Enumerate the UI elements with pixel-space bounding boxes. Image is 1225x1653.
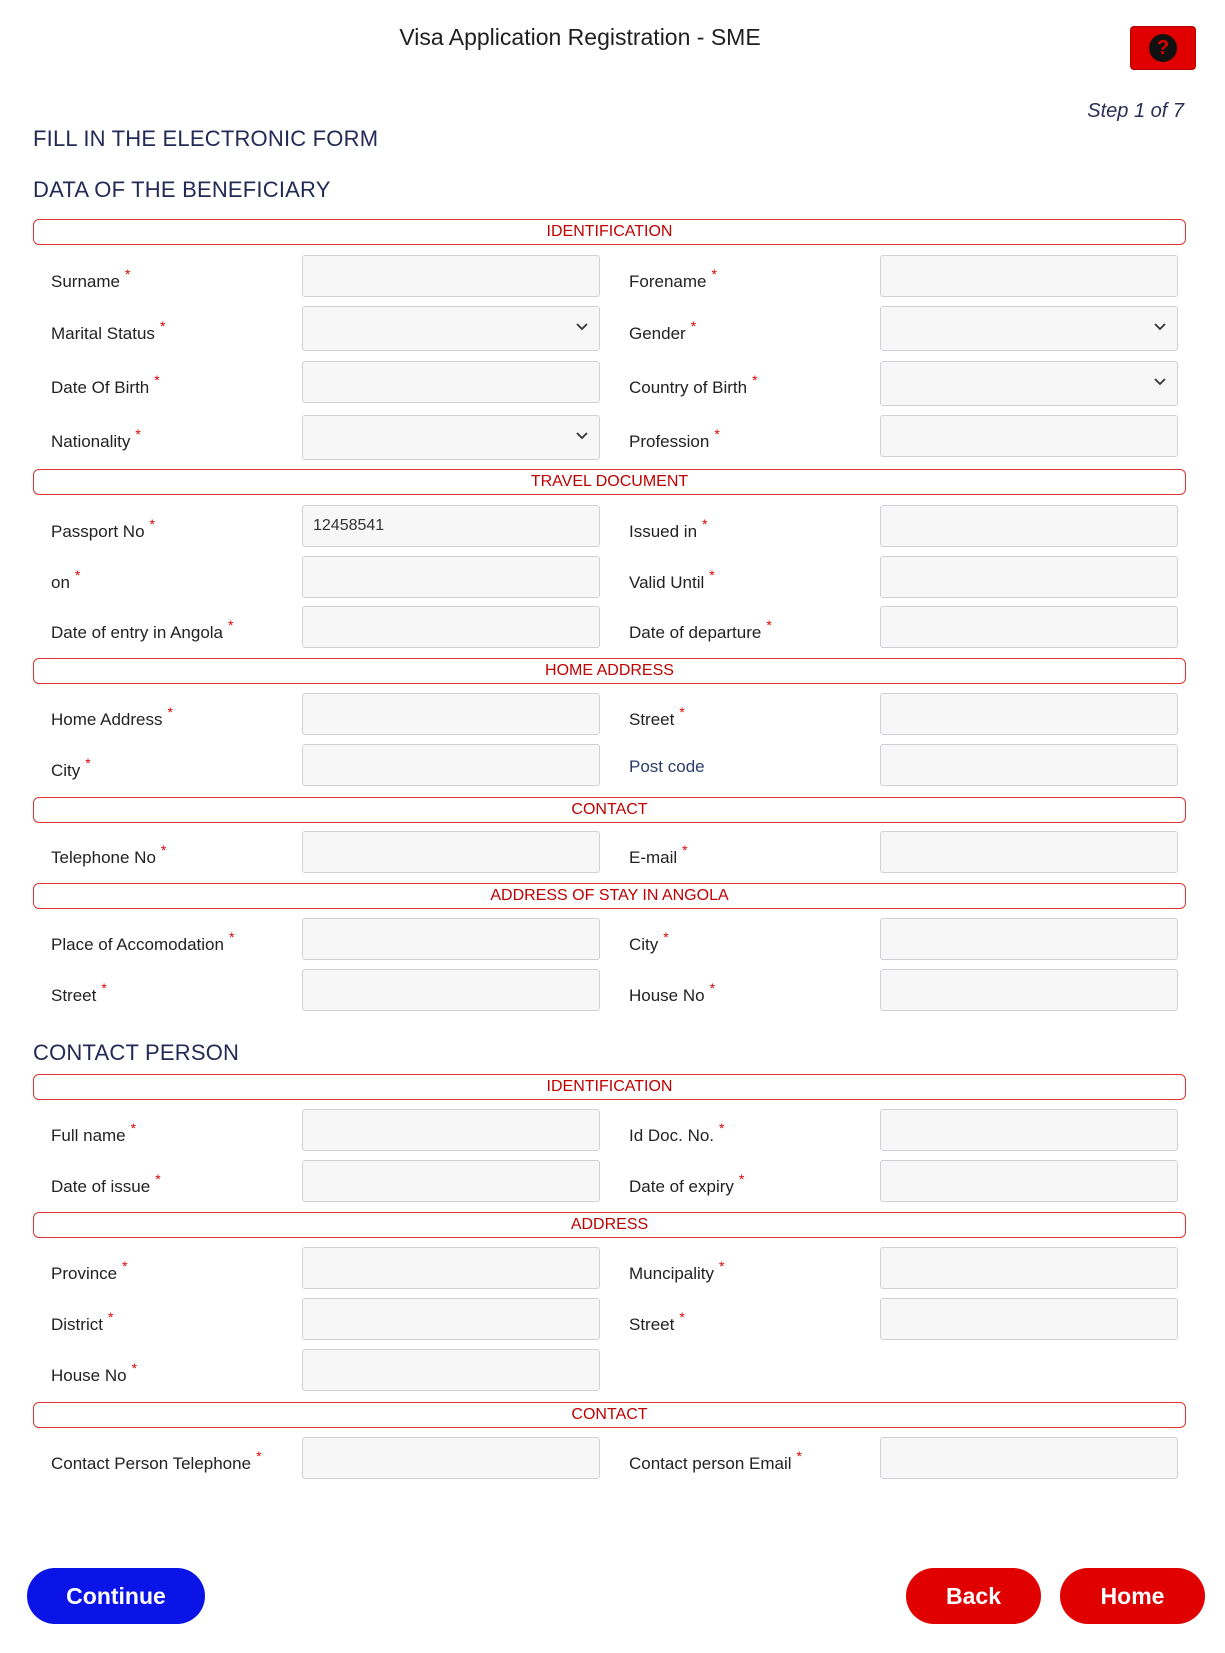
city-label: City * [51, 755, 91, 780]
help-button[interactable] [1130, 26, 1196, 70]
email-input[interactable] [880, 831, 1178, 873]
forename-label: Forename * [629, 266, 717, 291]
street-input[interactable] [880, 693, 1178, 735]
section-cp-contact: CONTACT [33, 1402, 1186, 1428]
date-of-expiry-input[interactable] [880, 1160, 1178, 1202]
chevron-down-icon [575, 319, 589, 333]
issued-on-label: on * [51, 567, 81, 592]
section-travel-document: TRAVEL DOCUMENT [33, 469, 1186, 495]
post-code-input[interactable] [880, 744, 1178, 786]
continue-button[interactable]: Continue [27, 1568, 205, 1624]
nationality-label: Nationality * [51, 426, 141, 451]
stay-house-no-input[interactable] [880, 969, 1178, 1011]
date-of-departure-input[interactable] [880, 606, 1178, 648]
issued-on-input[interactable] [302, 556, 600, 598]
section-home-address: HOME ADDRESS [33, 658, 1186, 684]
muncipality-input[interactable] [880, 1247, 1178, 1289]
chevron-down-icon [1153, 374, 1167, 388]
profession-input[interactable] [880, 415, 1178, 457]
cp-street-input[interactable] [880, 1298, 1178, 1340]
issued-in-label: Issued in * [629, 516, 708, 541]
forename-input[interactable] [880, 255, 1178, 297]
section-cp-address: ADDRESS [33, 1212, 1186, 1238]
district-input[interactable] [302, 1298, 600, 1340]
chevron-down-icon [575, 428, 589, 442]
cp-telephone-label: Contact Person Telephone * [51, 1448, 262, 1473]
contact-person-heading: CONTACT PERSON [33, 1040, 240, 1065]
id-doc-no-label: Id Doc. No. * [629, 1120, 725, 1145]
cp-street-label: Street * [629, 1309, 685, 1334]
marital-status-label: Marital Status * [51, 318, 166, 343]
country-of-birth-label: Country of Birth * [629, 372, 758, 397]
id-doc-no-input[interactable] [880, 1109, 1178, 1151]
surname-input[interactable] [302, 255, 600, 297]
home-address-input[interactable] [302, 693, 600, 735]
province-label: Province * [51, 1258, 128, 1283]
passport-no-label: Passport No * [51, 516, 155, 541]
place-of-accomodation-input[interactable] [302, 918, 600, 960]
date-of-issue-label: Date of issue * [51, 1171, 161, 1196]
cp-house-no-input[interactable] [302, 1349, 600, 1391]
date-of-birth-input[interactable] [302, 361, 600, 403]
home-button[interactable]: Home [1060, 1568, 1205, 1624]
marital-status-select[interactable] [302, 306, 600, 351]
beneficiary-heading: DATA OF THE BENEFICIARY [33, 177, 331, 202]
stay-city-input[interactable] [880, 918, 1178, 960]
question-circle-icon: ? [1149, 34, 1177, 62]
full-name-input[interactable] [302, 1109, 600, 1151]
full-name-label: Full name * [51, 1120, 137, 1145]
passport-no-input[interactable] [302, 505, 600, 547]
cp-house-no-label: House No * [51, 1360, 138, 1385]
profession-label: Profession * [629, 426, 720, 451]
stay-city-label: City * [629, 929, 669, 954]
date-of-birth-label: Date Of Birth * [51, 372, 160, 397]
place-of-accomodation-label: Place of Accomodation * [51, 929, 235, 954]
form-heading: FILL IN THE ELECTRONIC FORM [33, 126, 379, 151]
cp-email-input[interactable] [880, 1437, 1178, 1479]
section-contact: CONTACT [33, 797, 1186, 823]
step-indicator: Step 1 of 7 [1087, 100, 1184, 122]
date-of-departure-label: Date of departure * [629, 617, 772, 642]
valid-until-label: Valid Until * [629, 567, 715, 592]
gender-select[interactable] [880, 306, 1178, 351]
chevron-down-icon [1153, 319, 1167, 333]
date-of-entry-input[interactable] [302, 606, 600, 648]
date-of-expiry-label: Date of expiry * [629, 1171, 745, 1196]
muncipality-label: Muncipality * [629, 1258, 725, 1283]
city-input[interactable] [302, 744, 600, 786]
stay-house-no-label: House No * [629, 980, 716, 1005]
gender-label: Gender * [629, 318, 697, 343]
stay-street-label: Street * [51, 980, 107, 1005]
cp-telephone-input[interactable] [302, 1437, 600, 1479]
issued-in-input[interactable] [880, 505, 1178, 547]
page-title: Visa Application Registration - SME [399, 24, 761, 50]
surname-label: Surname * [51, 266, 131, 291]
section-cp-identification: IDENTIFICATION [33, 1074, 1186, 1100]
valid-until-input[interactable] [880, 556, 1178, 598]
country-of-birth-select[interactable] [880, 361, 1178, 406]
province-input[interactable] [302, 1247, 600, 1289]
post-code-label: Post code [629, 757, 705, 776]
date-of-issue-input[interactable] [302, 1160, 600, 1202]
nationality-select[interactable] [302, 415, 600, 460]
section-address-of-stay: ADDRESS OF STAY IN ANGOLA [33, 883, 1186, 909]
back-button[interactable]: Back [906, 1568, 1041, 1624]
telephone-no-input[interactable] [302, 831, 600, 873]
section-identification: IDENTIFICATION [33, 219, 1186, 245]
street-label: Street * [629, 704, 685, 729]
home-address-label: Home Address * [51, 704, 173, 729]
stay-street-input[interactable] [302, 969, 600, 1011]
telephone-no-label: Telephone No * [51, 842, 167, 867]
district-label: District * [51, 1309, 114, 1334]
email-label: E-mail * [629, 842, 688, 867]
cp-email-label: Contact person Email * [629, 1448, 802, 1473]
date-of-entry-label: Date of entry in Angola * [51, 617, 234, 642]
